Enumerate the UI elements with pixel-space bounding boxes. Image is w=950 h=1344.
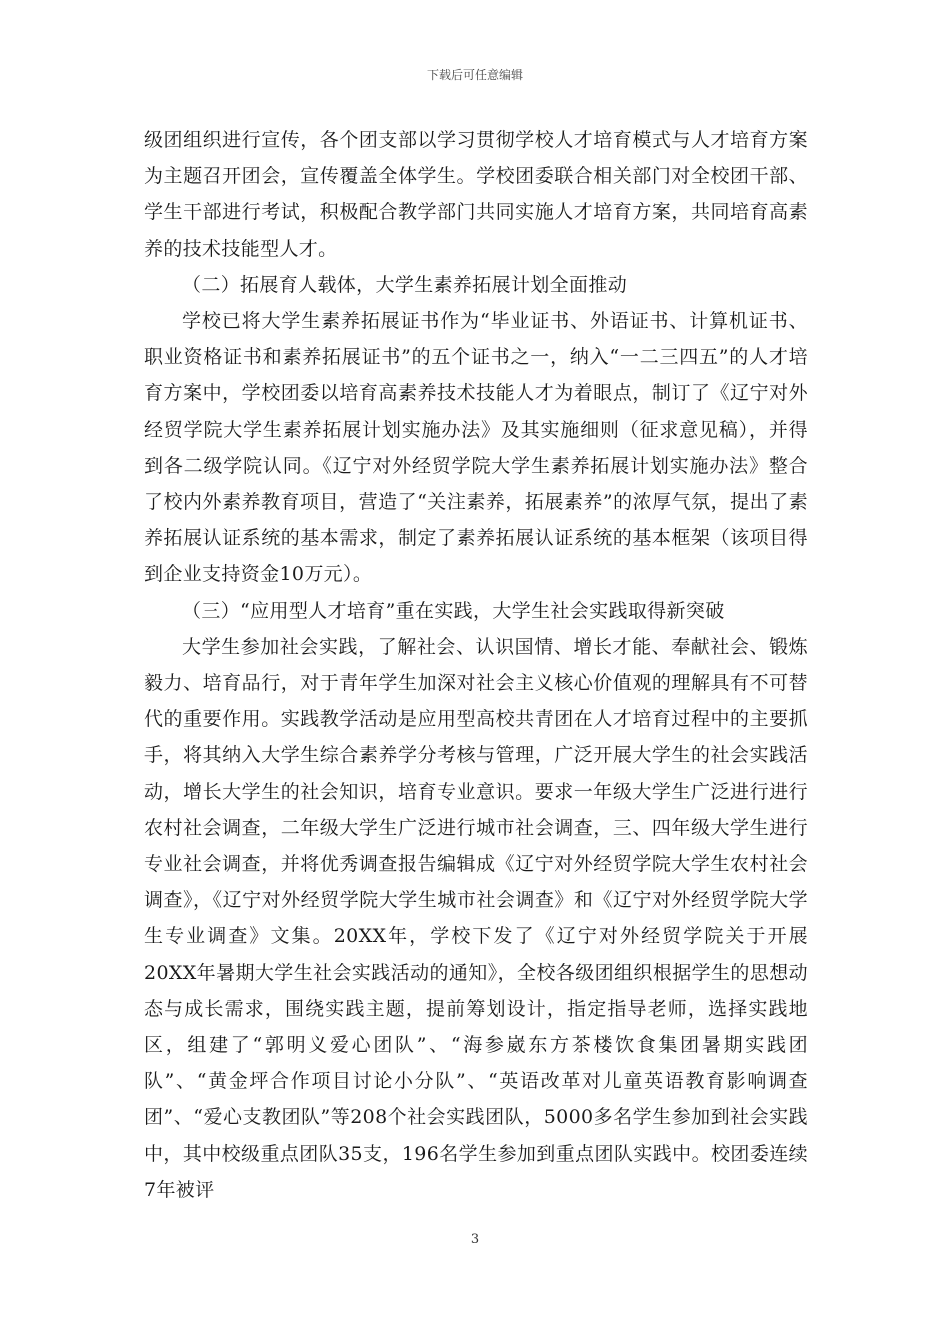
page-number: 3 — [470, 1232, 480, 1247]
section-heading-2: （二）拓展育人载体，大学生素养拓展计划全面推动 — [182, 273, 628, 296]
section-heading-3: （三）“应用型人才培育”重在实践，大学生社会实践取得新突破 — [182, 599, 725, 622]
document-body — [144, 122, 808, 1208]
paragraph-social-practice: 大学生参加社会实践，了解社会、认识国情、增长才能、奉献社会、锻炼毅力、培育品行，对于青年学生加深对社会主义核心价值观的理解具有不可替代的重要作用。实践教学活动是应用型高校共青团在人才培育过程中的主要抓手，将其纳入大学生综合素养学分考核与管理，广泛开展大学生的社会实践活动，增长大学生的社会知识，培育专业意识。要求一年级大学生广泛进行进行农村社会调查，二年级大学生广泛进行城市社会调查，三、四年级大学生进行专业社会调查，并将优秀调查报告编辑成《辽宁对外经贸学院大学生农村社会调查》，《辽宁对外经贸学院大学生城市社会调查》和《辽宁对外经贸学院大学生专业调查》文集。20XX年，学校下发了《辽宁对外经贸学院关于开展20XX年暑期大学生社会实践活动的通知》，全校各级团组织根据学生的思想动态与成长需求，围绕实践主题，提前筹划设计，指定指导老师，选择实践地区，组建了“郭明义爱心团队”、“海参崴东方茶楼饮食集团暑期实践团队”、“黄金坪合作项目讨论小分队”、“英语改革对儿童英语教育影响调查团”、“爱心支教团队”等208个社会实践团队，5000多名学生参加到社会实践中，其中校级重点团队35支，196名学生参加到重点团队实践中。校团委连续7年被评 — [144, 635, 808, 1201]
paragraph-continuation: 级团组织进行宣传，各个团支部以学习贯彻学校人才培育模式与人才培育方案为主题召开团会，宣传覆盖全体学生。学校团委联合相关部门对全校团干部、学生干部进行考试，积极配合教学部门共同实施人才培育方案，共同培育高素养的技术技能型人才。 — [144, 129, 808, 260]
paragraph-quality-expansion: 学校已将大学生素养拓展证书作为“毕业证书、外语证书、计算机证书、职业资格证书和素养拓展证书”的五个证书之一，纳入“一二三四五”的人才培育方案中，学校团委以培育高素养技术技能人才为着眼点，制订了《辽宁对外经贸学院大学生素养拓展计划实施办法》及其实施细则（征求意见稿），并得到各二级学院认同。《辽宁对外经贸学院大学生素养拓展计划实施办法》整合了校内外素养教育项目，营造了“关注素养，拓展素养”的浓厚气氛，提出了素养拓展认证系统的基本需求，制定了素养拓展认证系统的基本框架（该项目得到企业支持资金10万元）。 — [144, 310, 808, 586]
page-header: 下载后可任意编辑 — [426, 68, 523, 82]
